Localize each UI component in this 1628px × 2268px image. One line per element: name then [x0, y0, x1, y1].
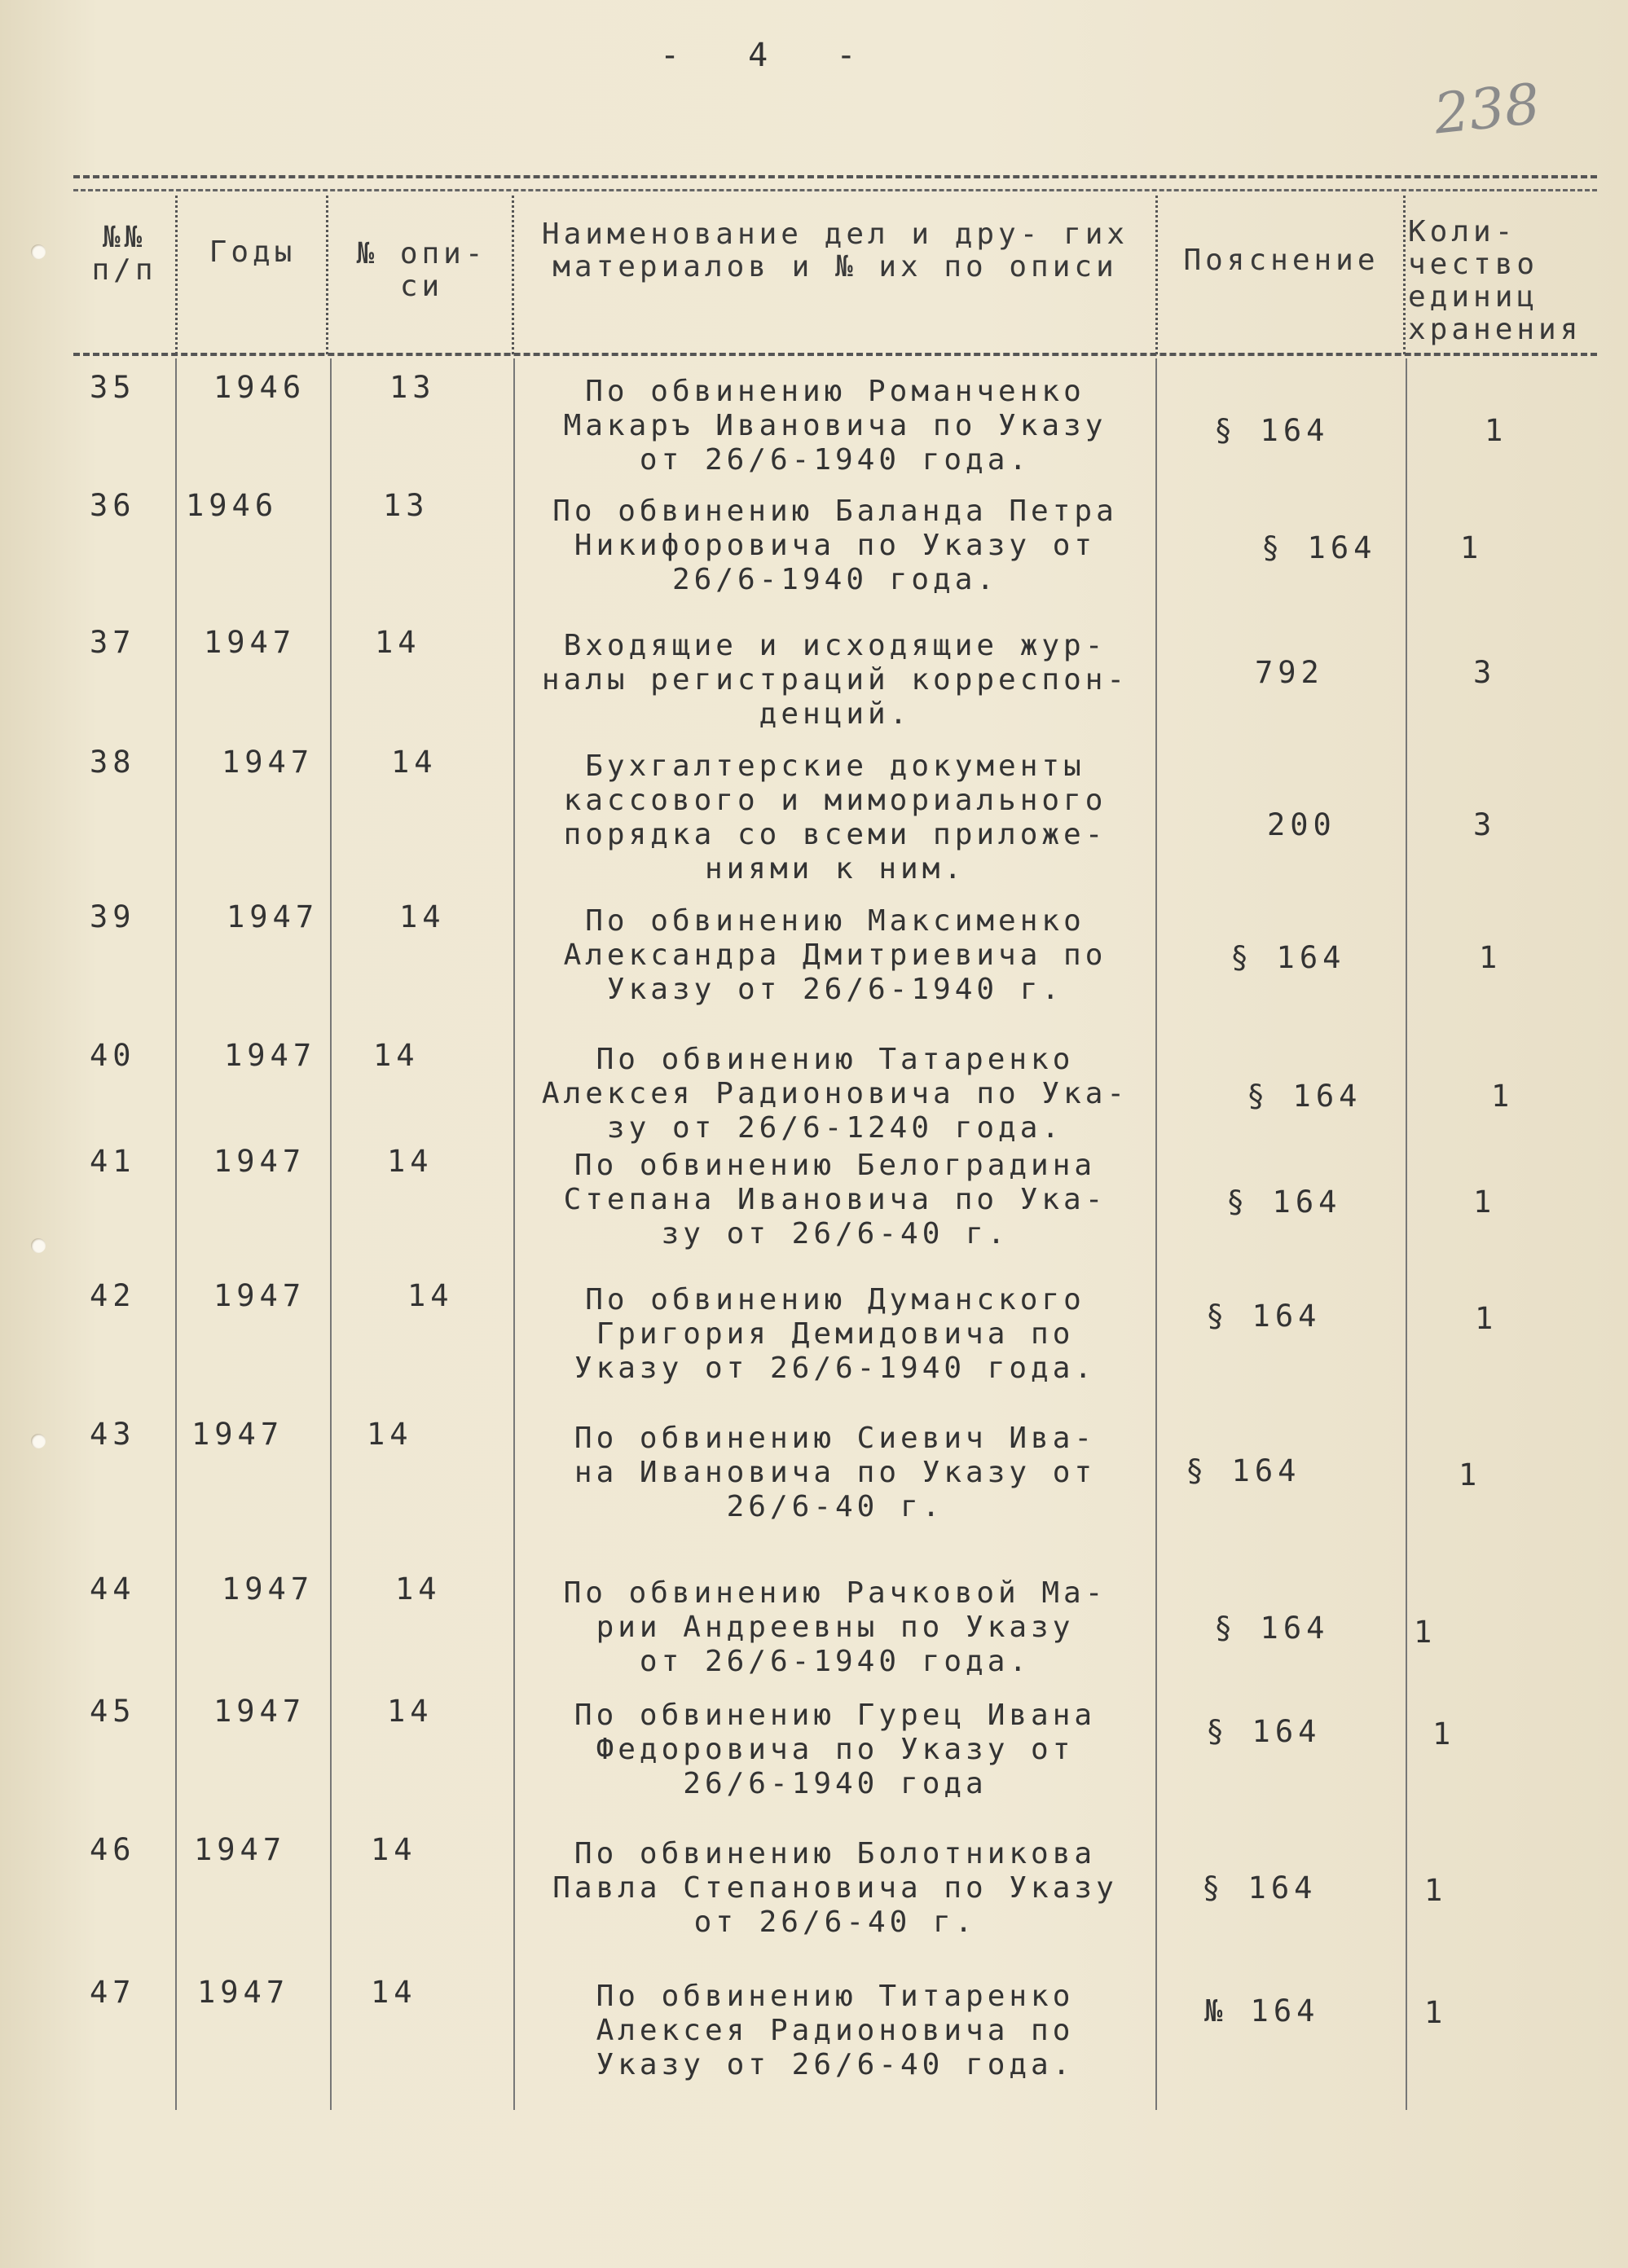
- punch-hole: [31, 1238, 46, 1253]
- row-num: 47: [90, 1975, 136, 2010]
- row-num: 36: [90, 488, 136, 523]
- row-copy: 14: [387, 1694, 433, 1729]
- row-year: 1947: [191, 1417, 284, 1452]
- row-year: 1947: [224, 1038, 317, 1073]
- row-note: § 164: [1226, 1185, 1342, 1220]
- table-top-rule: [73, 175, 1597, 178]
- row-copy: 14: [399, 899, 446, 934]
- row-copy: 14: [387, 1144, 433, 1179]
- row-year: 1947: [213, 1694, 306, 1729]
- row-name: По обвинению Максименко Александра Дмитриевича по Указу от 26/6-1940 г.: [563, 904, 1107, 1006]
- row-note: § 164: [1230, 940, 1346, 975]
- row-year: 1946: [213, 370, 306, 405]
- col-line: [1406, 358, 1407, 2110]
- row-count: 1: [1424, 1873, 1448, 1908]
- row-name: По обвинению Рачковой Ма- рии Андреевны по Указу от 26/6-1940 года.: [563, 1576, 1107, 1678]
- header-years: Годы: [209, 235, 297, 269]
- row-copy: 14: [371, 1975, 417, 2010]
- row-note: § 164: [1202, 1870, 1318, 1905]
- row-note: № 164: [1204, 1993, 1320, 2028]
- row-num: 40: [90, 1038, 136, 1073]
- row-num: 44: [90, 1571, 136, 1606]
- row-year: 1947: [194, 1832, 287, 1867]
- col-line: [1155, 358, 1157, 2110]
- row-copy: 14: [395, 1571, 442, 1606]
- row-num: 42: [90, 1278, 136, 1313]
- row-count: 1: [1475, 1301, 1498, 1336]
- row-count: 1: [1473, 1185, 1497, 1220]
- col-divider: [1403, 196, 1406, 354]
- row-note: 792: [1255, 655, 1324, 690]
- row-year: 1947: [204, 625, 297, 660]
- row-count: 1: [1479, 940, 1503, 975]
- row-name: По обвинению Думанского Григория Демидовича по Указу от 26/6-1940 года.: [574, 1283, 1097, 1385]
- row-count: 1: [1414, 1615, 1437, 1650]
- row-year: 1946: [186, 488, 279, 523]
- row-num: 46: [90, 1832, 136, 1867]
- row-count: 1: [1432, 1716, 1456, 1752]
- row-name: По обвинению Романченко Макаръ Ивановича по Указу от 26/6-1940 года.: [563, 375, 1107, 477]
- header-num: №№ п/п: [91, 221, 157, 287]
- row-note: 200: [1267, 807, 1336, 842]
- row-copy: 14: [391, 745, 438, 780]
- header-copies: № опи- си: [356, 237, 487, 303]
- row-year: 1947: [222, 745, 315, 780]
- header-count: Коли- чество единиц хранения: [1408, 215, 1582, 346]
- col-divider: [326, 196, 328, 354]
- row-num: 45: [90, 1694, 136, 1729]
- row-name: По обвинению Сиевич Ива- на Ивановича по Указу от 26/6-40 г.: [574, 1422, 1097, 1523]
- row-num: 39: [90, 899, 136, 934]
- header-bottom-rule: [73, 353, 1597, 356]
- row-note: § 164: [1261, 530, 1377, 565]
- col-divider: [175, 196, 178, 354]
- row-num: 41: [90, 1144, 136, 1179]
- row-year: 1947: [197, 1975, 290, 2010]
- row-name: Бухгалтерские документы кассового и мимориального порядка со всеми приложе- ниями к ним.: [563, 749, 1107, 886]
- row-note: § 164: [1214, 1611, 1330, 1646]
- row-year: 1947: [213, 1278, 306, 1313]
- row-name: По обвинению Болотникова Павла Степановича по Указу от 26/6-40 г.: [552, 1837, 1118, 1939]
- row-note: § 164: [1186, 1453, 1301, 1488]
- header-name: Наименование дел и дру- гих материалов и № их по описи: [541, 218, 1129, 284]
- row-count: 3: [1473, 655, 1497, 690]
- row-num: 37: [90, 625, 136, 660]
- row-num: 35: [90, 370, 136, 405]
- archive-page-number: 238: [1431, 72, 1543, 147]
- col-line: [175, 358, 177, 2110]
- row-name: По обвинению Татаренко Алексея Радионовича по Ука- зу от 26/6-1240 года.: [541, 1043, 1129, 1145]
- table-top-rule-2: [73, 189, 1597, 191]
- row-note: § 164: [1206, 1299, 1322, 1334]
- row-count: 1: [1491, 1079, 1515, 1114]
- row-count: 1: [1485, 413, 1508, 448]
- row-year: 1947: [213, 1144, 306, 1179]
- row-copy: 14: [375, 625, 421, 660]
- row-copy: 13: [389, 370, 436, 405]
- row-count: 3: [1473, 807, 1497, 842]
- col-divider: [512, 196, 514, 354]
- row-count: 1: [1459, 1457, 1482, 1492]
- row-count: 1: [1460, 530, 1484, 565]
- row-num: 43: [90, 1417, 136, 1452]
- punch-hole: [31, 1434, 46, 1448]
- row-name: По обвинению Белоградина Степана Ивановича по Ука- зу от 26/6-40 г.: [563, 1149, 1107, 1250]
- row-num: 38: [90, 745, 136, 780]
- row-name: По обвинению Гурец Ивана Федоровича по Указу от 26/6-1940 года: [574, 1699, 1097, 1800]
- row-name: По обвинению Баланда Петра Никифоровича по Указу от 26/6-1940 года.: [552, 494, 1118, 596]
- row-count: 1: [1424, 1995, 1448, 2030]
- col-line: [513, 358, 515, 2110]
- row-copy: 13: [383, 488, 429, 523]
- row-copy: 14: [371, 1832, 417, 1867]
- row-note: § 164: [1247, 1079, 1362, 1114]
- page-number: - 4 -: [660, 37, 881, 74]
- header-note: Пояснение: [1183, 244, 1379, 277]
- row-note: § 164: [1214, 413, 1330, 448]
- punch-hole: [31, 244, 46, 259]
- row-year: 1947: [222, 1571, 315, 1606]
- row-copy: 14: [407, 1278, 454, 1313]
- col-line: [330, 358, 332, 2110]
- row-name: По обвинению Титаренко Алексея Радионовича по Указу от 26/6-40 года.: [596, 1980, 1075, 2081]
- row-name: Входящие и исходящие жур- налы регистраций корреспон- денций.: [541, 629, 1129, 731]
- row-year: 1947: [227, 899, 319, 934]
- row-copy: 14: [367, 1417, 413, 1452]
- row-copy: 14: [373, 1038, 420, 1073]
- row-note: § 164: [1206, 1714, 1322, 1749]
- col-divider: [1155, 196, 1158, 354]
